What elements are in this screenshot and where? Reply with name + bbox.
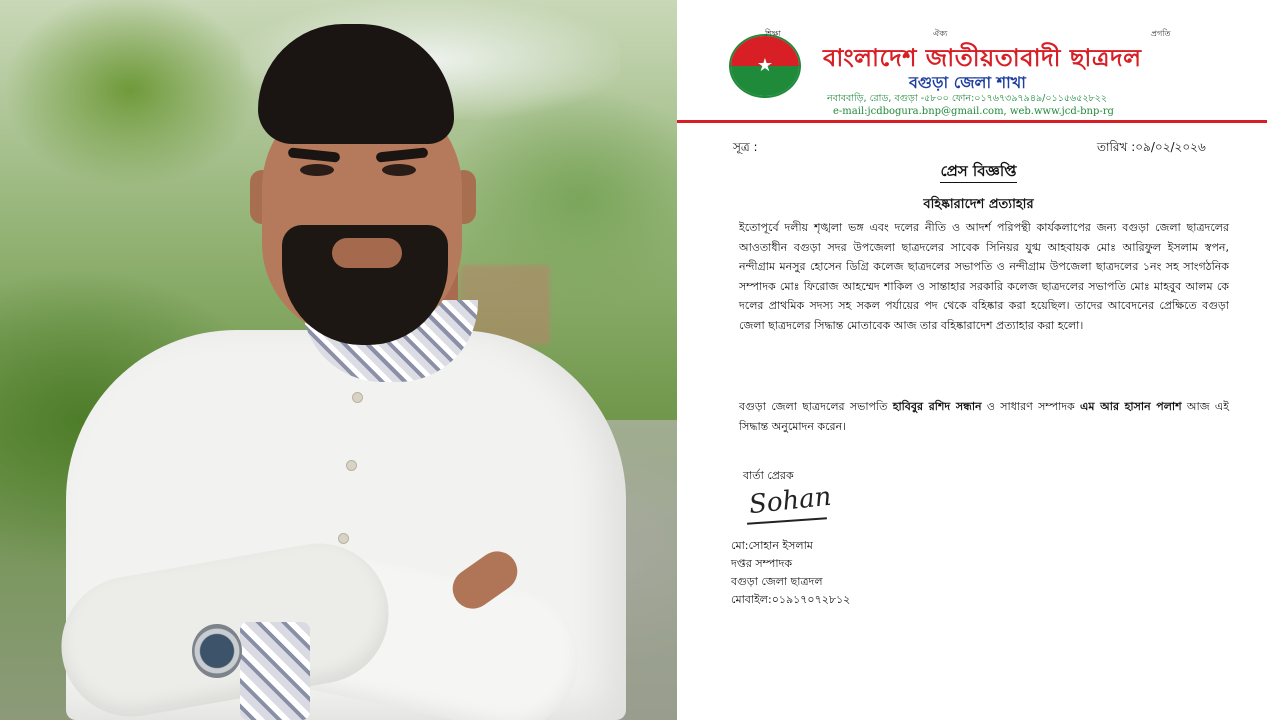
wristwatch-icon <box>192 624 242 678</box>
p2-text: বগুড়া জেলা ছাত্রদলের সভাপতি <box>739 400 893 413</box>
signer-unit: বগুড়া জেলা ছাত্রদল <box>731 575 823 588</box>
reference-label: সূত্র : <box>733 140 758 154</box>
p2-text: আজ এই সিদ্ধান্ত অনুমোদন করেন। <box>739 400 1229 433</box>
patterned-cuff <box>240 622 310 720</box>
p2-text: ও সাধারণ সম্পাদক <box>981 400 1081 413</box>
motto-word-2: ঐক্য <box>933 29 948 38</box>
press-release-document <box>677 0 1280 720</box>
shirt-button <box>352 392 363 403</box>
motto-word-3: প্রগতি <box>1151 29 1171 38</box>
sender-label: বার্তা প্রেরক <box>743 469 794 482</box>
shirt-button <box>346 460 357 471</box>
body-paragraph-1: ইতোপূর্বে দলীয় শৃঙ্খলা ভঙ্গ এবং দলের নীতি ও আদর্শ পরিপন্থী কার্যকলাপের জন্য বগুড়া জেলা ছাত্রদলের আওতাধীন বগুড়া সদর উপজেলা ছাত্রদলের সাবেক সিনিয়র যুগ্ম আহবায়ক মোঃ আরিফুল ইসলাম স্বপন, নন্দীগ্রাম মনসুর হোসেন ডিগ্রি কলেজ ছাত্রদলের সভাপতি ও নন্দীগ্রাম উপজেলা ছাত্রদলের ১নং সহ সাংগঠনিক সম্পাদক মোঃ ফিরোজ আহম্মেদ শাকিল ও সান্তাহার সরকারি কলেজ ছাত্রদলের সভাপতি মোঃ মাহবুব আলম কে দলের প্রাথমিক সদস্য সহ সকল পর্যায়ের পদ থেকে বহিষ্কার করা হয়েছিল। তাদের আবেদনের প্রেক্ষিতে বগুড়া জেলা ছাত্রদলের সিদ্ধান্ত মোতাবেক আজ তার বহিষ্কারাদেশ প্রত্যাহার করা হলো। <box>739 221 1229 332</box>
party-logo-icon: ★ <box>729 34 801 98</box>
signer-designation: দপ্তর সম্পাদক <box>731 557 793 570</box>
right-eye <box>382 164 416 176</box>
signer-name: মো:সোহান ইসলাম <box>731 539 813 552</box>
shirt-button <box>338 533 349 544</box>
signature-block <box>731 537 850 609</box>
document-title <box>677 160 1280 185</box>
organization-email: e-mail:jcdbogura.bnp@gmail.com, web.www.jcd-bnp-rg <box>833 106 1114 117</box>
document-subject: বহিষ্কারাদেশ প্রত্যাহার <box>923 197 1034 212</box>
organization-branch: বগুড়া জেলা শাখা <box>909 73 1026 92</box>
letterhead-divider <box>677 120 1267 123</box>
signer-mobile: মোবাইল:০১৯১৭০৭২৮১২ <box>731 593 851 606</box>
secretary-name: এম আর হাসান পলাশ <box>1080 400 1182 413</box>
motto-word-1: শিক্ষা <box>765 29 781 38</box>
body-paragraph-2 <box>739 397 1229 436</box>
document-date: তারিখ :০৯/০২/২০২৬ <box>1097 140 1206 154</box>
handwritten-signature: Sohan <box>747 481 833 521</box>
president-name: হাবিবুর রশিদ সন্ধান <box>892 400 982 413</box>
organization-name: বাংলাদেশ জাতীয়তাবাদী ছাত্রদল <box>823 43 1142 72</box>
document-title-text: প্রেস বিজ্ঞপ্তি <box>940 162 1016 183</box>
mouth <box>332 238 402 268</box>
organization-address: নবাববাড়ি, রোড, বগুড়া -৫৮০০ ফোন:০১৭৬৭৩৯৭৯৪৯/০১১৫৬৫২৮২২ <box>827 93 1108 104</box>
left-eye <box>300 164 334 176</box>
